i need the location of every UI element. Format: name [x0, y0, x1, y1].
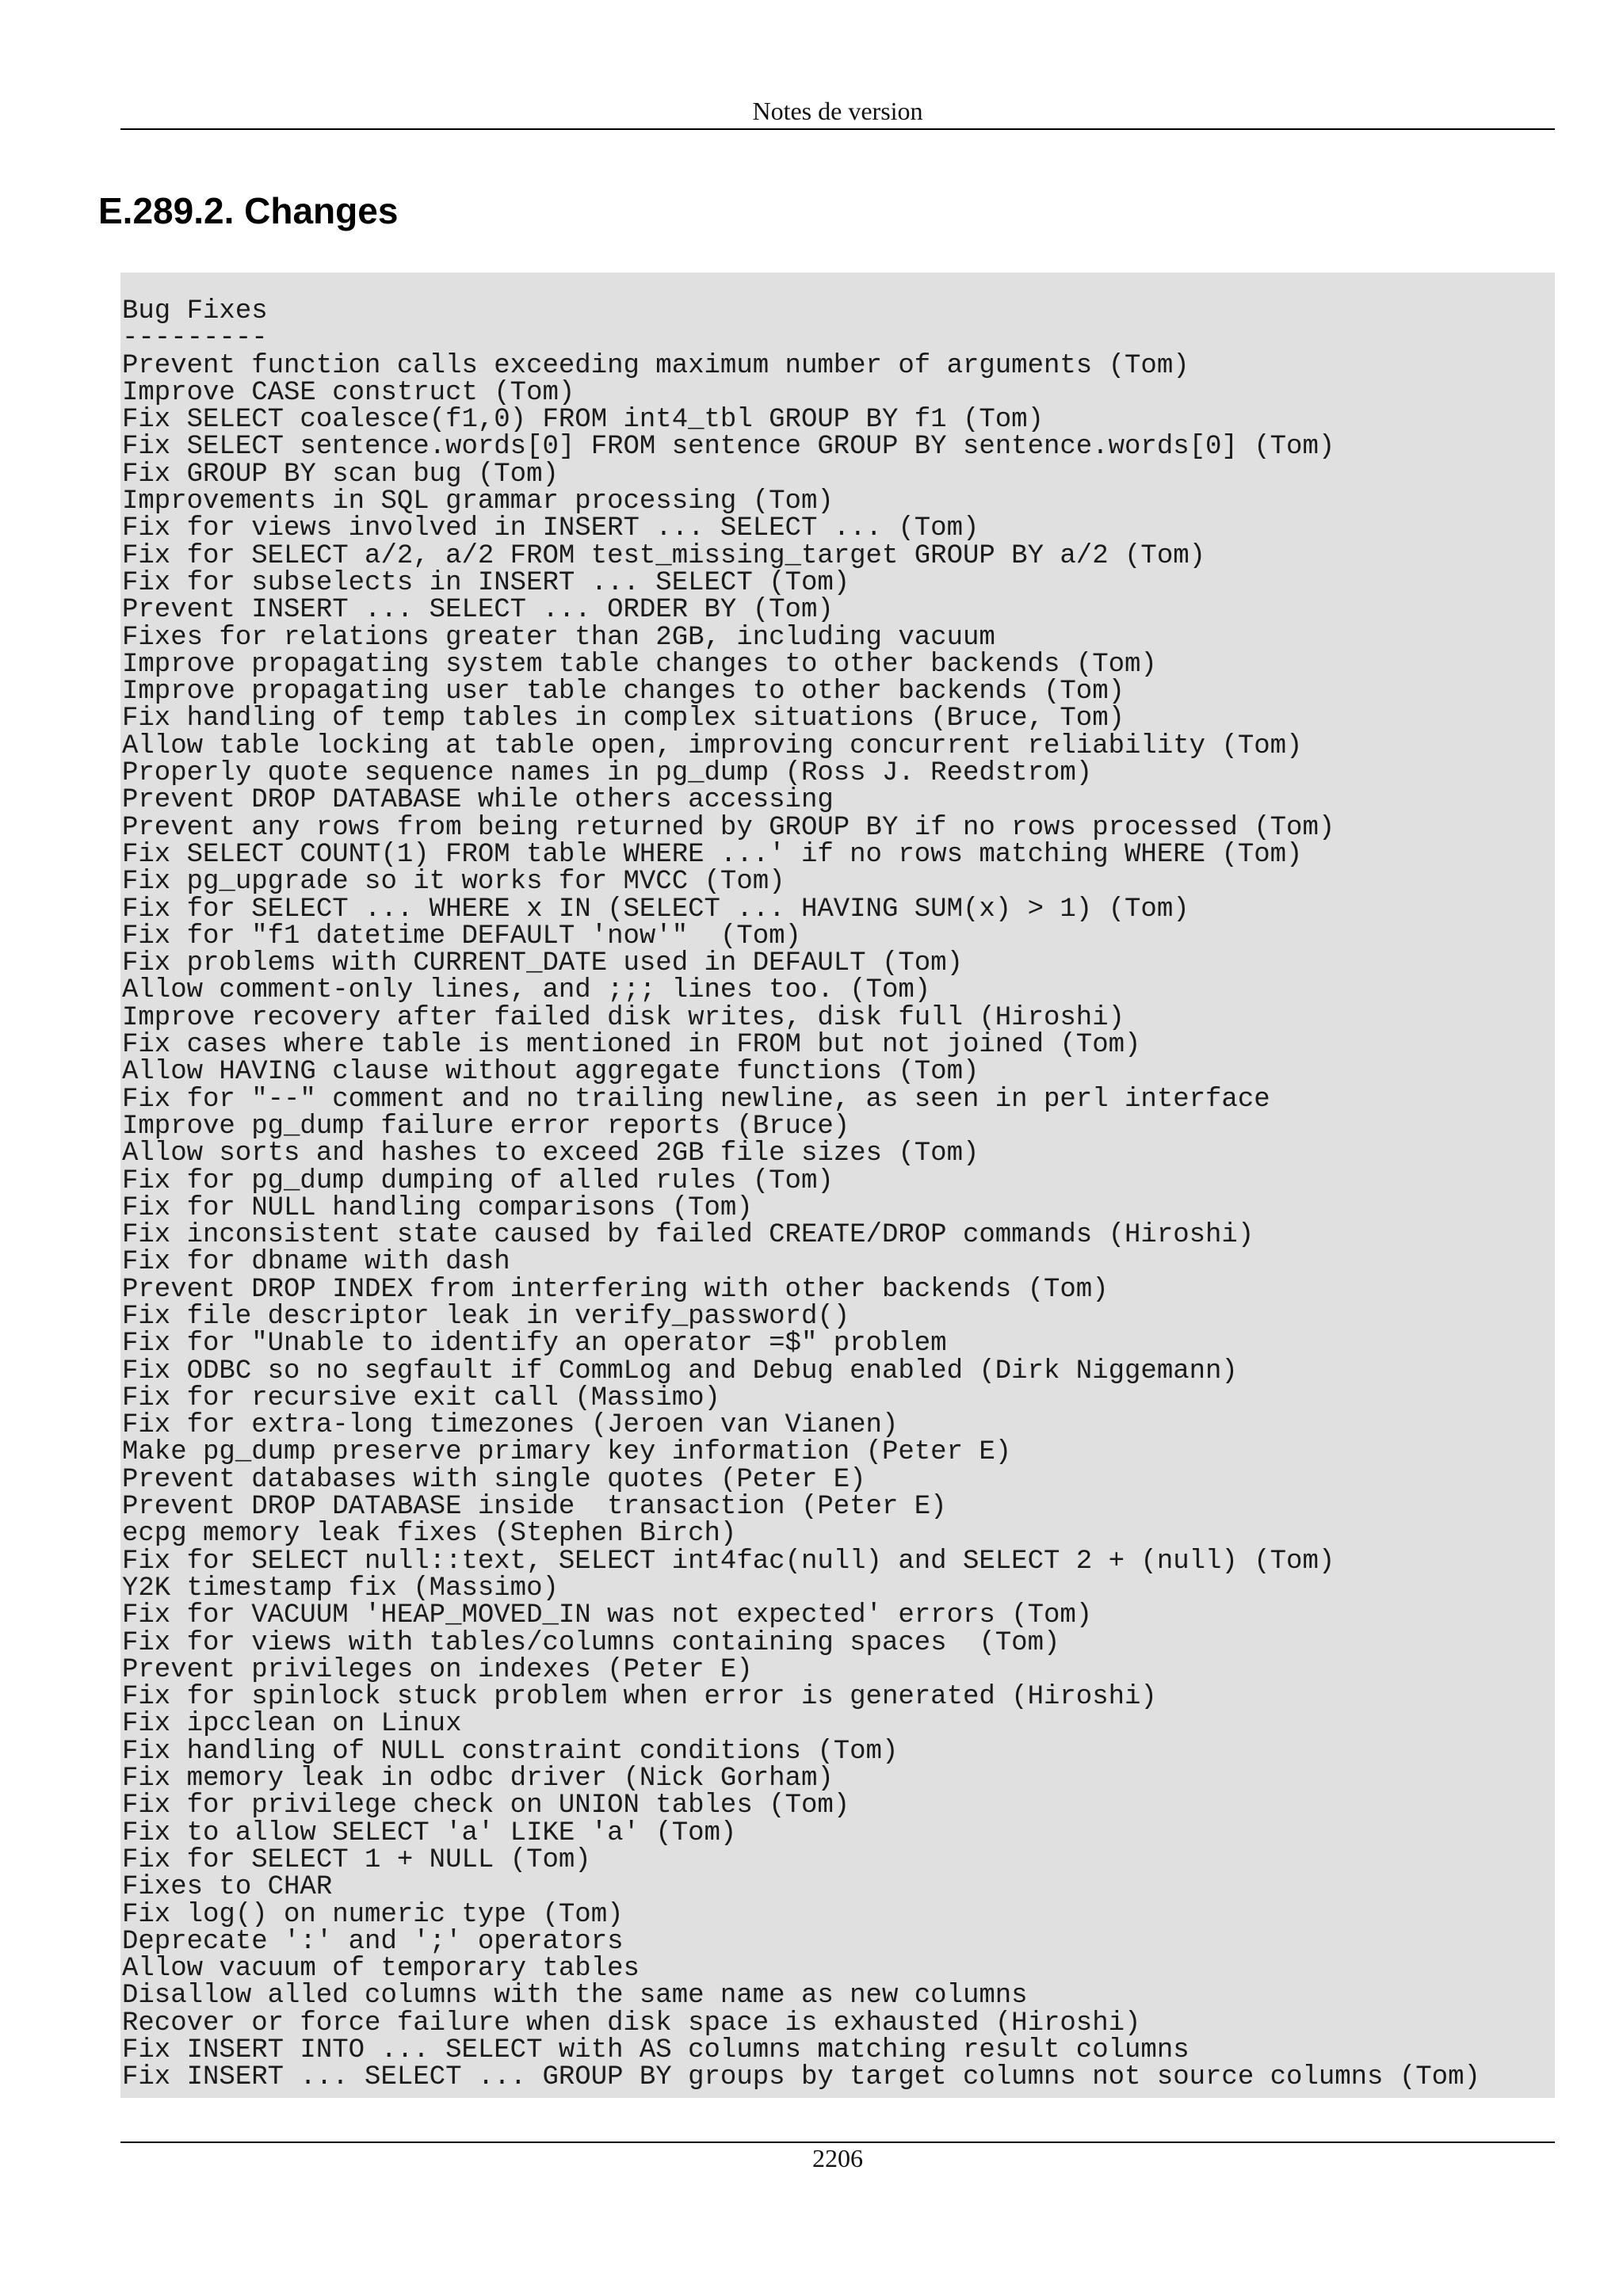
changelog-line: Improve recovery after failed disk writes, disk full (Hiroshi): [122, 1002, 1125, 1033]
header-rule: [120, 128, 1555, 130]
changelog-line: Allow table locking at table open, improving concurrent reliability (Tom): [122, 730, 1303, 761]
running-header: Notes de version: [752, 97, 923, 125]
changelog-line: Bug Fixes: [122, 296, 268, 326]
changelog-line: Fix ODBC so no segfault if CommLog and Debug enabled (Dirk Niggemann): [122, 1356, 1238, 1386]
changelog-line: Fix handling of temp tables in complex situations (Bruce, Tom): [122, 704, 1125, 734]
section-title: E.289.2. Changes: [98, 190, 399, 231]
changelog-line: Improve propagating user table changes to other backends (Tom): [122, 677, 1125, 707]
changelog-line: Fix SELECT COUNT(1) FROM table WHERE ...' if no rows matching WHERE (Tom): [122, 839, 1303, 870]
changelog-line: Fix for subselects in INSERT ... SELECT (Tom): [122, 567, 850, 598]
changelog-line: Improve pg_dump failure error reports (Bruce): [122, 1111, 850, 1142]
changelog-line: Fix problems with CURRENT_DATE used in DEFAULT (Tom): [122, 948, 963, 979]
changelog-line: Fix for NULL handling comparisons (Tom): [122, 1192, 753, 1223]
changelog-line: Allow sorts and hashes to exceed 2GB file sizes (Tom): [122, 1138, 980, 1169]
changelog-line: Disallow alled columns with the same name as new columns: [122, 1981, 1028, 2012]
changelog-line: Improve CASE construct (Tom): [122, 377, 575, 408]
changelog-line: Fix for VACUUM 'HEAP_MOVED_IN was not expected' errors (Tom): [122, 1600, 1093, 1631]
changelog-line: Prevent DROP INDEX from interfering with other backends (Tom): [122, 1274, 1109, 1305]
changelog-line: Fix for privilege check on UNION tables (Tom): [122, 1791, 850, 1821]
changelog-line: Fix for "--" comment and no trailing newline, as seen in perl interface: [122, 1084, 1270, 1115]
changelog-line: Prevent databases with single quotes (Peter E): [122, 1464, 866, 1495]
changelog-line: Fixes for relations greater than 2GB, including vacuum: [122, 622, 995, 653]
changelog-line: Allow HAVING clause without aggregate functions (Tom): [122, 1057, 980, 1088]
changelog-line: Allow comment-only lines, and ;;; lines too. (Tom): [122, 975, 931, 1006]
changelog-line: Fix for views involved in INSERT ... SELECT ... (Tom): [122, 513, 980, 544]
changelog-line: Fix ipcclean on Linux: [122, 1709, 462, 1740]
changelog-line: Prevent any rows from being returned by GROUP BY if no rows processed (Tom): [122, 812, 1335, 843]
changelog-line: ecpg memory leak fixes (Stephen Birch): [122, 1519, 737, 1550]
changelog-line: Fix for extra-long timezones (Jeroen van Vianen): [122, 1410, 899, 1441]
changelog-line: Prevent DROP DATABASE while others accessing: [122, 785, 834, 816]
changelog-line: Prevent function calls exceeding maximum number of arguments (Tom): [122, 350, 1190, 381]
changelog-line: Fix cases where table is mentioned in FROM but not joined (Tom): [122, 1030, 1141, 1061]
changelog-line: Fixes to CHAR: [122, 1872, 333, 1903]
changelog-line: Fix for recursive exit call (Massimo): [122, 1383, 720, 1413]
changelog-line: Fix SELECT sentence.words[0] FROM sentence GROUP BY sentence.words[0] (Tom): [122, 432, 1335, 463]
changelog-line: Fix to allow SELECT 'a' LIKE 'a' (Tom): [122, 1817, 737, 1848]
changelog-line: Fix SELECT coalesce(f1,0) FROM int4_tbl GROUP BY f1 (Tom): [122, 405, 1044, 436]
changelog-line: Fix for SELECT null::text, SELECT int4fac(null) and SELECT 2 + (null) (Tom): [122, 1546, 1335, 1577]
changelog-line: Fix inconsistent state caused by failed CREATE/DROP commands (Hiroshi): [122, 1220, 1254, 1251]
changelog-line: Y2K timestamp fix (Massimo): [122, 1573, 559, 1604]
changelog-line: Fix for views with tables/columns containing spaces (Tom): [122, 1627, 1060, 1658]
changelog-line: Fix INSERT ... SELECT ... GROUP BY groups by target columns not source columns (Tom): [122, 2062, 1480, 2093]
changelog-line: Fix for dbname with dash: [122, 1247, 510, 1278]
page-number: 2206: [812, 2144, 863, 2172]
changelog-line: Prevent DROP DATABASE inside transaction (Peter E): [122, 1492, 947, 1523]
changelog-line: Properly quote sequence names in pg_dump (Ross J. Reedstrom): [122, 758, 1093, 789]
changelog-line: Fix for SELECT ... WHERE x IN (SELECT ... HAVING SUM(x) > 1) (Tom): [122, 894, 1190, 925]
changelog-line: Prevent INSERT ... SELECT ... ORDER BY (Tom): [122, 595, 834, 626]
changelog-line: Deprecate ':' and ';' operators: [122, 1926, 624, 1957]
changelog-line: Recover or force failure when disk space is exhausted (Hiroshi): [122, 2008, 1141, 2039]
changelog-line: Fix for spinlock stuck problem when error is generated (Hiroshi): [122, 1682, 1157, 1713]
changelog-line: Fix for pg_dump dumping of alled rules (Tom): [122, 1165, 834, 1196]
changelog-line: Allow vacuum of temporary tables: [122, 1954, 640, 1985]
changelog-line: Fix handling of NULL constraint conditions (Tom): [122, 1736, 899, 1767]
changelog-line: Fix pg_upgrade so it works for MVCC (Tom): [122, 867, 785, 898]
changelog-code-block: [120, 273, 1555, 2098]
changelog-line: Fix for SELECT a/2, a/2 FROM test_missing_target GROUP BY a/2 (Tom): [122, 540, 1206, 571]
changelog-line: Fix for "f1 datetime DEFAULT 'now'" (Tom): [122, 921, 801, 952]
changelog-line: Fix for SELECT 1 + NULL (Tom): [122, 1844, 591, 1875]
changelog-line: Fix for "Unable to identify an operator =$" problem: [122, 1329, 947, 1360]
changelog-line: Make pg_dump preserve primary key information (Peter E): [122, 1437, 1012, 1468]
changelog-line: Fix INSERT INTO ... SELECT with AS columns matching result columns: [122, 2035, 1190, 2065]
changelog-line: Fix GROUP BY scan bug (Tom): [122, 459, 559, 490]
changelog-line: Improvements in SQL grammar processing (Tom): [122, 486, 834, 517]
changelog-line: Fix file descriptor leak in verify_password(): [122, 1301, 850, 1332]
changelog-line: Fix log() on numeric type (Tom): [122, 1899, 624, 1930]
changelog-line: Improve propagating system table changes to other backends (Tom): [122, 649, 1157, 680]
changelog-line: Prevent privileges on indexes (Peter E): [122, 1654, 753, 1685]
changelog-line: ---------: [122, 323, 268, 354]
changelog-line: Fix memory leak in odbc driver (Nick Gorham): [122, 1764, 834, 1794]
